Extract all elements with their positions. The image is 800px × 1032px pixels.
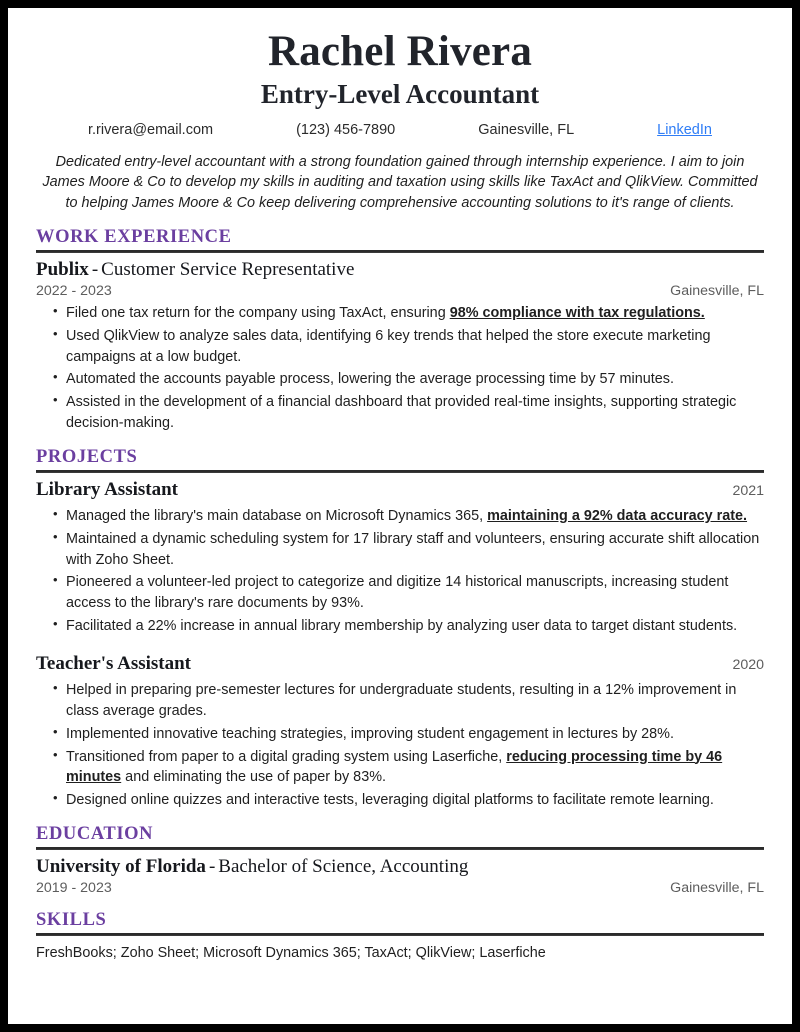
entry-title bbox=[36, 259, 354, 282]
bullet-text-tail: and eliminating the use of paper by 83%. bbox=[121, 768, 386, 785]
section-education bbox=[36, 824, 764, 896]
list-item bbox=[36, 790, 764, 810]
list-item bbox=[36, 392, 764, 433]
contact-linkedin-link[interactable]: LinkedIn bbox=[657, 121, 712, 138]
bullet-text: Designed online quizzes and interactive tests, leveraging digital platforms to facilitate remote learning. bbox=[66, 791, 714, 808]
entry-date: 2021 bbox=[732, 483, 764, 500]
entry-dates: 2022 - 2023 bbox=[36, 283, 112, 300]
entry-organization: Publix bbox=[36, 259, 89, 281]
entry-header bbox=[36, 479, 764, 502]
entry-organization: Library Assistant bbox=[36, 479, 178, 501]
list-item bbox=[36, 747, 764, 788]
candidate-headline: Entry-Level Accountant bbox=[260, 78, 540, 109]
bullet-text: Implemented innovative teaching strategies, improving student engagement in lectures by 28%. bbox=[66, 725, 674, 742]
entry-title bbox=[36, 653, 191, 676]
entry-dates: 2019 - 2023 bbox=[36, 880, 112, 897]
section-divider bbox=[36, 847, 764, 850]
section-divider bbox=[36, 933, 764, 936]
section-title-skills: SKILLS bbox=[36, 910, 107, 931]
list-item bbox=[36, 506, 764, 526]
entry-meta bbox=[36, 283, 764, 299]
entry-location: Gainesville, FL bbox=[670, 283, 764, 300]
contact-phone[interactable]: (123) 456-7890 bbox=[296, 121, 396, 138]
list-item bbox=[36, 326, 764, 367]
entry-organization: Teacher's Assistant bbox=[36, 653, 192, 675]
candidate-name: Rachel Rivera bbox=[267, 28, 533, 75]
bullet-text: Used QlikView to analyze sales data, identifying 6 key trends that helped the store execute marketing campaigns at a low budget. bbox=[66, 328, 711, 365]
list-item bbox=[36, 572, 764, 613]
entry-organization: University of Florida bbox=[36, 856, 206, 878]
bullet-highlight: 98% compliance with tax regulations. bbox=[449, 305, 705, 322]
skills-list: FreshBooks; Zoho Sheet; Microsoft Dynamics 365; TaxAct; QlikView; Laserfiche bbox=[36, 945, 546, 962]
section-divider bbox=[36, 470, 764, 473]
project-entry bbox=[36, 479, 764, 636]
list-item bbox=[36, 303, 764, 323]
entry-header bbox=[36, 653, 764, 676]
section-title-projects: PROJECTS bbox=[36, 447, 138, 468]
section-work-experience bbox=[36, 227, 764, 433]
education-entry bbox=[36, 856, 764, 896]
contact-location: Gainesville, FL bbox=[478, 121, 575, 138]
experience-entry bbox=[36, 259, 764, 433]
section-projects bbox=[36, 447, 764, 810]
list-item bbox=[36, 680, 764, 721]
section-title-work: WORK EXPERIENCE bbox=[36, 227, 232, 248]
entry-title bbox=[36, 479, 178, 502]
entry-location: Gainesville, FL bbox=[670, 880, 764, 897]
entry-separator: - bbox=[91, 259, 99, 281]
contact-email[interactable]: r.rivera@email.com bbox=[88, 121, 214, 138]
entry-title bbox=[36, 856, 764, 879]
list-item bbox=[36, 616, 764, 636]
bullet-text: Maintained a dynamic scheduling system for 17 library staff and volunteers, ensuring accurate shift allocation with Zoho Sheet. bbox=[66, 531, 760, 568]
entry-header bbox=[36, 259, 764, 282]
bullet-highlight: maintaining a 92% data accuracy rate. bbox=[487, 508, 748, 525]
section-divider bbox=[36, 250, 764, 253]
entry-bullet-list bbox=[36, 680, 764, 810]
entry-bullet-list bbox=[36, 506, 764, 636]
bullet-text: Pioneered a volunteer-led project to categorize and digitize 14 historical manuscripts, increasing student access to the library's rare documents by 93%. bbox=[66, 574, 729, 611]
list-item bbox=[36, 369, 764, 389]
list-item bbox=[36, 724, 764, 744]
bullet-text: Automated the accounts payable process, lowering the average processing time by 57 minutes. bbox=[66, 371, 674, 388]
entry-separator: - bbox=[208, 856, 216, 878]
bullet-text: Facilitated a 22% increase in annual library membership by analyzing user data to target distant students. bbox=[66, 617, 738, 634]
entry-meta bbox=[36, 880, 764, 896]
bullet-text: Filed one tax return for the company using TaxAct, ensuring bbox=[66, 305, 450, 322]
section-title-education: EDUCATION bbox=[36, 824, 154, 845]
bullet-text: Helped in preparing pre-semester lectures for undergraduate students, resulting in a 12% improvement in class average grades. bbox=[66, 682, 737, 719]
bullet-highlight: reducing processing time by 46 minutes bbox=[66, 748, 723, 785]
resume-header bbox=[36, 30, 764, 138]
contact-row bbox=[88, 122, 712, 138]
bullet-text: Managed the library's main database on Microsoft Dynamics 365, bbox=[66, 508, 488, 525]
resume-content bbox=[8, 8, 792, 1024]
entry-bullet-list bbox=[36, 303, 764, 433]
entry-role: Customer Service Representative bbox=[101, 259, 355, 281]
professional-summary: Dedicated entry-level accountant with a strong foundation gained through internship experience. I aim to join James Moore & Co to develop my skills in auditing and taxation using skills like TaxAct and QlikView. Committed to helping James Moore & Co keep delivering comprehensive accounting solutions to it's range of clients. bbox=[42, 153, 758, 211]
list-item bbox=[36, 529, 764, 570]
project-entry bbox=[36, 653, 764, 810]
bullet-text: Assisted in the development of a financial dashboard that provided real-time insights, supporting strategic decision-making. bbox=[66, 394, 737, 431]
section-skills bbox=[36, 910, 764, 964]
entry-date: 2020 bbox=[732, 657, 764, 674]
bullet-text: Transitioned from paper to a digital grading system using Laserfiche, bbox=[66, 748, 507, 765]
entry-degree: Bachelor of Science, Accounting bbox=[218, 856, 469, 878]
